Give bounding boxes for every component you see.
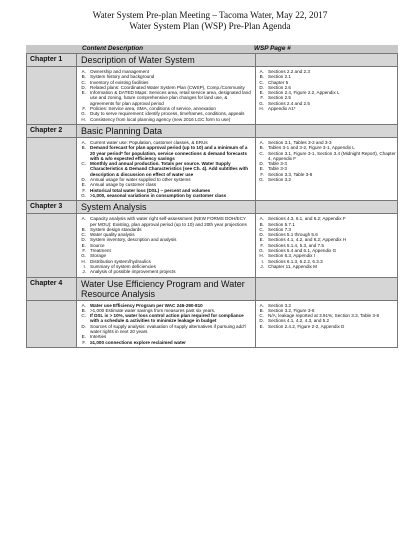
chapter-wsp-cell xyxy=(256,54,398,67)
reference-text: Section 3.2, Figure 3-6 xyxy=(268,307,315,313)
item-text: System history and background xyxy=(90,74,155,80)
chapter-content-row xyxy=(27,67,398,125)
content-description-cell xyxy=(77,137,256,200)
item-letter: E. xyxy=(81,334,86,340)
item-letter: B. xyxy=(81,74,86,80)
item-text: ≥1,000 connections explore reclaimed water xyxy=(90,339,186,345)
content-item xyxy=(77,269,255,274)
reference-text: Tables 3-1 and 3-2, Figure 3-1, Appendix L xyxy=(268,145,355,151)
reference-letter: D. xyxy=(259,232,264,238)
content-item xyxy=(77,313,255,324)
wsp-reference xyxy=(256,151,397,162)
reference-letter: A. xyxy=(259,69,264,74)
chapter-wsp-cell xyxy=(256,201,398,214)
reference-text: Sections 4.1, 4.2, and 6.2; Appendix H xyxy=(268,237,347,243)
item-letter: G. xyxy=(81,253,86,259)
reference-text: Sections 5.4 and 6.1, Appendix G xyxy=(268,248,337,254)
content-item xyxy=(77,324,255,335)
reference-letter: D. xyxy=(259,318,264,324)
wsp-reference-cell xyxy=(256,67,398,125)
reference-letter: I. xyxy=(261,258,264,264)
content-item xyxy=(77,117,255,122)
reference-letter: H. xyxy=(259,253,264,259)
content-item xyxy=(77,145,255,161)
wsp-reference xyxy=(256,177,397,182)
reference-letter: G. xyxy=(259,177,264,183)
title-line-2: Water System Plan (WSP) Pre-Plan Agenda xyxy=(129,21,291,31)
chapter-wsp-cell xyxy=(256,124,398,137)
wsp-reference xyxy=(256,324,397,329)
item-text: Interties xyxy=(90,334,107,340)
item-letter: A. xyxy=(81,69,86,74)
chapter-header-row xyxy=(27,201,398,214)
chapter-wsp-cell xyxy=(256,277,398,300)
item-letter: B. xyxy=(81,145,86,151)
reference-letter: G. xyxy=(259,248,264,254)
reference-letter: B. xyxy=(259,74,264,80)
item-text: >1,000, seasonal variations in consumption by customer class xyxy=(90,192,227,198)
content-description-cell xyxy=(77,300,256,347)
item-letter: D. xyxy=(81,237,86,243)
reference-letter: E. xyxy=(259,323,264,329)
item-letter: J. xyxy=(82,269,86,275)
wsp-page-header: WSP Page # xyxy=(254,45,291,52)
item-text: Source xyxy=(90,242,105,248)
reference-letter: F. xyxy=(260,95,264,101)
content-description-header: Content Description xyxy=(82,45,144,52)
item-letter: E. xyxy=(81,242,86,248)
reference-letter: F. xyxy=(260,242,264,248)
reference-letter: H. xyxy=(259,106,264,112)
reference-letter: G. xyxy=(259,100,264,106)
column-header-bar xyxy=(26,45,398,53)
reference-letter: C. xyxy=(259,313,264,319)
chapter-side-cell xyxy=(27,300,77,347)
reference-letter: E. xyxy=(259,90,264,96)
item-letter: C. xyxy=(81,313,86,319)
wsp-reference-cell xyxy=(256,300,398,347)
item-text: Water quality analysis xyxy=(90,232,135,238)
item-text: Water use Efficiency Program per WAC 246-290-810 xyxy=(90,302,203,308)
reference-text: Appendix A1* xyxy=(268,106,296,112)
item-text: >1,000 Estimate water savings from measures past six years. xyxy=(90,307,216,313)
reference-text: Chapter 11, Appendix M xyxy=(268,263,317,269)
reference-text: Section 3.2 xyxy=(268,302,291,308)
chapter-side-cell xyxy=(27,137,77,200)
item-letter: B. xyxy=(81,307,86,313)
reference-letter: J. xyxy=(260,263,264,269)
reference-text: Table 3-3 xyxy=(268,166,287,172)
item-letter: F. xyxy=(82,248,86,254)
item-letter: H. xyxy=(81,116,86,122)
reference-text: Section 3.1, Figure 3-1, Section 3.4 (Midnight Report), Chapter 4, Appendix F xyxy=(268,150,396,161)
item-letter: F. xyxy=(82,187,86,193)
reference-text: Section 6.3, Appendix I xyxy=(268,253,315,259)
item-text: Consistency from local planning agency (new 2016 LGC form to use) xyxy=(90,116,231,122)
content-description-cell xyxy=(77,214,256,277)
reference-text: Section 2.1 xyxy=(268,74,291,80)
item-text: Analysis of possible improvement projects xyxy=(90,269,176,275)
item-text: Capacity analysis with water right self-assessment (NEW FORMS DOH/ECY per MOU): Existing, plan approval period (up to 10) and 20th year projections xyxy=(90,216,247,227)
reference-text: Sections 6.1.3, 6.2.2, 6.3.3 xyxy=(268,258,323,264)
chapter-title: Water Use Efficiency Program and Water Resource Analysis xyxy=(77,277,256,300)
reference-letter: D. xyxy=(259,84,264,90)
reference-letter: A. xyxy=(259,139,264,145)
reference-letter: E. xyxy=(259,166,264,172)
reference-text: Section 2.6 xyxy=(268,84,291,90)
document-title xyxy=(0,10,420,32)
item-text: Current water use: Population, customer classes, & ERUs xyxy=(90,139,208,145)
reference-letter: B. xyxy=(259,221,264,227)
wsp-reference xyxy=(256,264,397,269)
chapter-label: Chapter 1 xyxy=(27,54,77,67)
reference-letter: C. xyxy=(259,226,264,232)
chapter-label: Chapter 3 xyxy=(27,201,77,214)
item-letter: H. xyxy=(81,258,86,264)
reference-text: Sections 2.2 and 2.3 xyxy=(268,69,310,74)
chapter-label: Chapter 4 xyxy=(27,277,77,300)
chapter-title: Basic Planning Data xyxy=(77,124,256,137)
chapter-header-row xyxy=(27,277,398,300)
item-letter: E. xyxy=(81,182,86,188)
item-letter: B. xyxy=(81,226,86,232)
item-text: System inventory, description and analysis xyxy=(90,237,177,243)
item-letter: C. xyxy=(81,79,86,85)
item-letter: C. xyxy=(81,232,86,238)
item-text: Demand forecast for plan approval period (up to 10) and a minimum of a 20 year period* for population, service connections & demand forecasts with & w/o expected efficiency savings xyxy=(90,145,248,161)
reference-text: Section 2.4, Figure 2.2, Appendix L xyxy=(268,90,340,96)
content-item xyxy=(77,340,255,345)
item-letter: D. xyxy=(81,84,86,90)
item-text: Historical total water loss (DSL) – percent and volumes xyxy=(90,187,211,193)
item-text: Annual usage by customer class xyxy=(90,182,157,188)
item-letter: D. xyxy=(81,323,86,329)
item-text: Information & DATED Maps: Services area, retail service area, designated land use and zoning, future comprehensive plan changes for land use, & agreements for plan approval period xyxy=(90,90,251,106)
reference-text: Sections 4.3, 6.1, and 6.2; Appendix F xyxy=(268,216,346,222)
item-letter: F. xyxy=(82,339,86,345)
reference-text: Sections 5.1.4, 5.3, and 7.5 xyxy=(268,242,324,248)
item-text: Ownership and management xyxy=(90,69,149,74)
item-letter: I. xyxy=(83,263,86,269)
item-letter: F. xyxy=(82,106,86,112)
item-text: Monthly and annual production. Totals per source. Water Supply Characteristics & Demand Characteristics (see Ch. 4). Add subtitles with description & discussion on effect of water use xyxy=(90,161,249,177)
chapter-header-row xyxy=(27,54,398,67)
item-text: Storage xyxy=(90,253,107,259)
item-letter: A. xyxy=(81,216,86,222)
reference-text: Table 3-3 xyxy=(268,161,287,167)
reference-text: Section 3.1, Tables 3-2 and 3-3 xyxy=(268,139,332,145)
reference-letter: C. xyxy=(259,150,264,156)
item-letter: G. xyxy=(81,192,86,198)
reference-text: Sections 5.1 through 5.6 xyxy=(268,232,318,238)
content-item xyxy=(77,216,255,227)
content-item xyxy=(77,161,255,177)
item-text: Annual usage for water supplied to other systems xyxy=(90,177,191,183)
chapter-content-row xyxy=(27,214,398,277)
item-letter: G. xyxy=(81,111,86,117)
item-text: Inventory of existing facilities xyxy=(90,79,149,85)
agenda-table xyxy=(26,53,398,348)
reference-text: Chapter 5 xyxy=(268,79,289,85)
reference-letter: B. xyxy=(259,145,264,151)
chapter-side-cell xyxy=(27,67,77,125)
chapter-content-row xyxy=(27,300,398,347)
reference-letter: A. xyxy=(259,302,264,308)
reference-text: Section 7.3 xyxy=(268,226,291,232)
chapter-content-row xyxy=(27,137,398,200)
chapter-label: Chapter 2 xyxy=(27,124,77,137)
item-text: Duty to serve requirement: identify process, timeframes, conditions, appeals xyxy=(90,111,245,117)
item-text: Related plans: Coordinated Water System Plan (CWSP), Comp./Community xyxy=(90,84,245,90)
item-text: Sources of supply analysis: evaluation of supply alternatives if pursuing add'l water rights in next 20 years xyxy=(90,323,246,334)
reference-text: Section 2.4.2, Figure 2-2, Appendix D xyxy=(268,323,345,329)
reference-letter: F. xyxy=(260,171,264,177)
reference-text: Section 3.3, Table 3-8 xyxy=(268,171,313,177)
item-text: Policies: Service area, SMA, conditions of service, annexation xyxy=(90,106,216,112)
chapter-title: Description of Water System xyxy=(77,54,256,67)
chapter-title: System Analysis xyxy=(77,201,256,214)
title-line-1: Water System Pre-plan Meeting – Tacoma Water, May 22, 2017 xyxy=(92,10,328,20)
reference-letter: C. xyxy=(259,79,264,85)
item-text: If DSL is > 10%, water loss control action plan required for compliance with a schedule & activities to minimize leakage in budget xyxy=(90,313,244,324)
item-letter: D. xyxy=(81,177,86,183)
reference-letter: E. xyxy=(259,237,264,243)
item-text: System design standards xyxy=(90,226,142,232)
item-text: Treatment xyxy=(90,248,111,254)
item-letter: A. xyxy=(81,302,86,308)
chapter-side-cell xyxy=(27,214,77,277)
item-text: Summary of system deficiencies xyxy=(90,263,156,269)
content-item xyxy=(77,193,255,198)
wsp-reference-cell xyxy=(256,214,398,277)
reference-letter: B. xyxy=(259,307,264,313)
content-description-cell xyxy=(77,67,256,125)
reference-letter: A. xyxy=(259,216,264,222)
reference-text: Section 3.2 xyxy=(268,177,291,183)
chapter-header-row xyxy=(27,124,398,137)
reference-text: N/A; leakage reported at 3.91%; Section 3.3, Table 3-8 xyxy=(268,313,380,319)
reference-text: Sections 2.4 and 2.5 xyxy=(268,100,310,106)
wsp-reference-cell xyxy=(256,137,398,200)
item-letter: E. xyxy=(81,90,86,96)
reference-text: Sections 4.1, 4.2, 4.3, and 5.2 xyxy=(268,318,330,324)
item-text: Distribution system/hydraulics xyxy=(90,258,151,264)
item-letter: C. xyxy=(81,161,86,167)
reference-text: Section 5.7.1 xyxy=(268,221,295,227)
item-letter: A. xyxy=(81,139,86,145)
wsp-reference xyxy=(256,106,397,111)
content-item xyxy=(77,90,255,106)
reference-text: Section 2.5 xyxy=(268,95,291,101)
reference-letter: D. xyxy=(259,161,264,167)
